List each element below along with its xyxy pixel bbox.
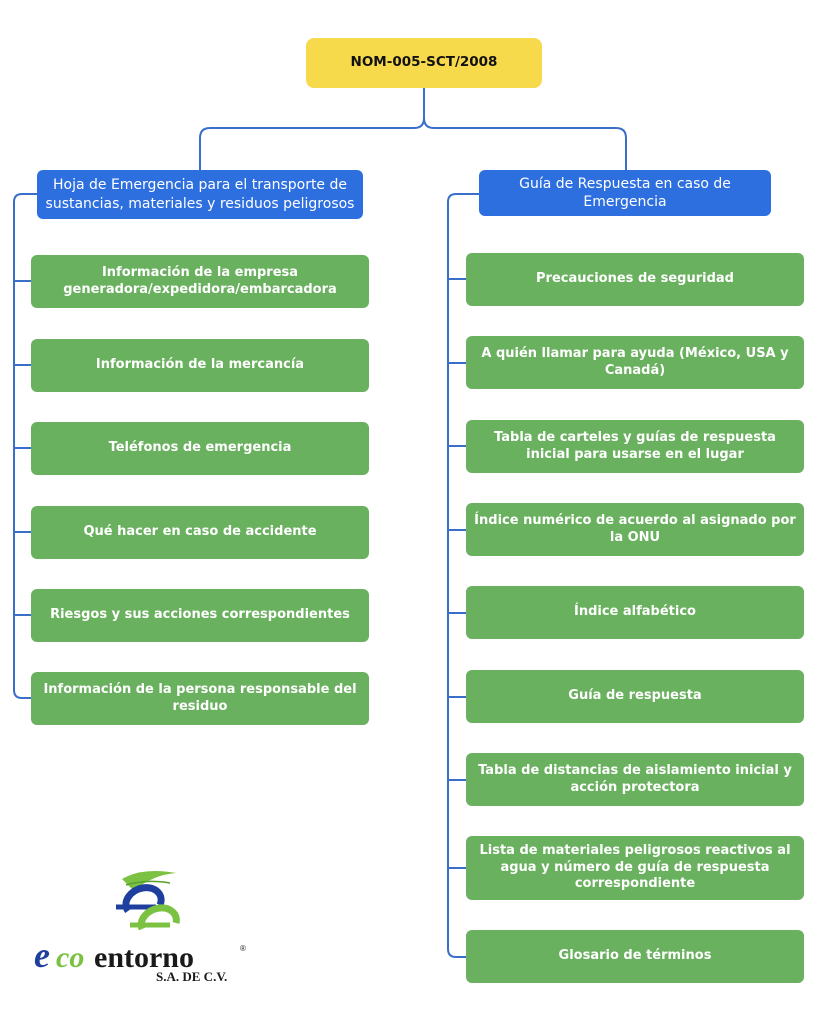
ecoentorno-logo <box>30 865 250 985</box>
root-node: NOM-005-SCT/2008 <box>306 38 542 88</box>
ee-symbol-icon <box>116 888 176 929</box>
left-item-accidente: Qué hacer en caso de accidente <box>31 506 369 559</box>
right-item-precauciones: Precauciones de seguridad <box>466 253 804 306</box>
left-item-mercancia: Información de la mercancía <box>31 339 369 392</box>
right-item-indice-numerico: Índice numérico de acuerdo al asignado por la ONU <box>466 503 804 556</box>
svg-text:co: co <box>56 941 85 974</box>
svg-text:®: ® <box>240 944 246 953</box>
svg-text:entorno: entorno <box>94 941 194 974</box>
right-item-lista-materiales: Lista de materiales peligrosos reactivos al agua y número de guía de respuesta correspondiente <box>466 836 804 900</box>
right-item-carteles: Tabla de carteles y guías de respuesta inicial para usarse en el lugar <box>466 420 804 473</box>
right-item-guia: Guía de respuesta <box>466 670 804 723</box>
left-item-empresa: Información de la empresa generadora/expedidora/embarcadora <box>31 255 369 308</box>
right-item-llamar: A quién llamar para ayuda (México, USA y Canadá) <box>466 336 804 389</box>
left-item-riesgos: Riesgos y sus acciones correspondientes <box>31 589 369 642</box>
category-hoja-emergencia: Hoja de Emergencia para el transporte de sustancias, materiales y residuos peligrosos <box>37 170 363 219</box>
left-item-telefonos: Teléfonos de emergencia <box>31 422 369 475</box>
svg-text:e: e <box>34 935 50 975</box>
right-item-distancias: Tabla de distancias de aislamiento inicial y acción protectora <box>466 753 804 806</box>
right-item-indice-alfabetico: Índice alfabético <box>466 586 804 639</box>
svg-text:S.A. DE C.V.: S.A. DE C.V. <box>156 969 228 984</box>
category-guia-respuesta: Guía de Respuesta en caso de Emergencia <box>479 170 771 216</box>
left-item-responsable: Información de la persona responsable del residuo <box>31 672 369 725</box>
right-item-glosario: Glosario de términos <box>466 930 804 983</box>
